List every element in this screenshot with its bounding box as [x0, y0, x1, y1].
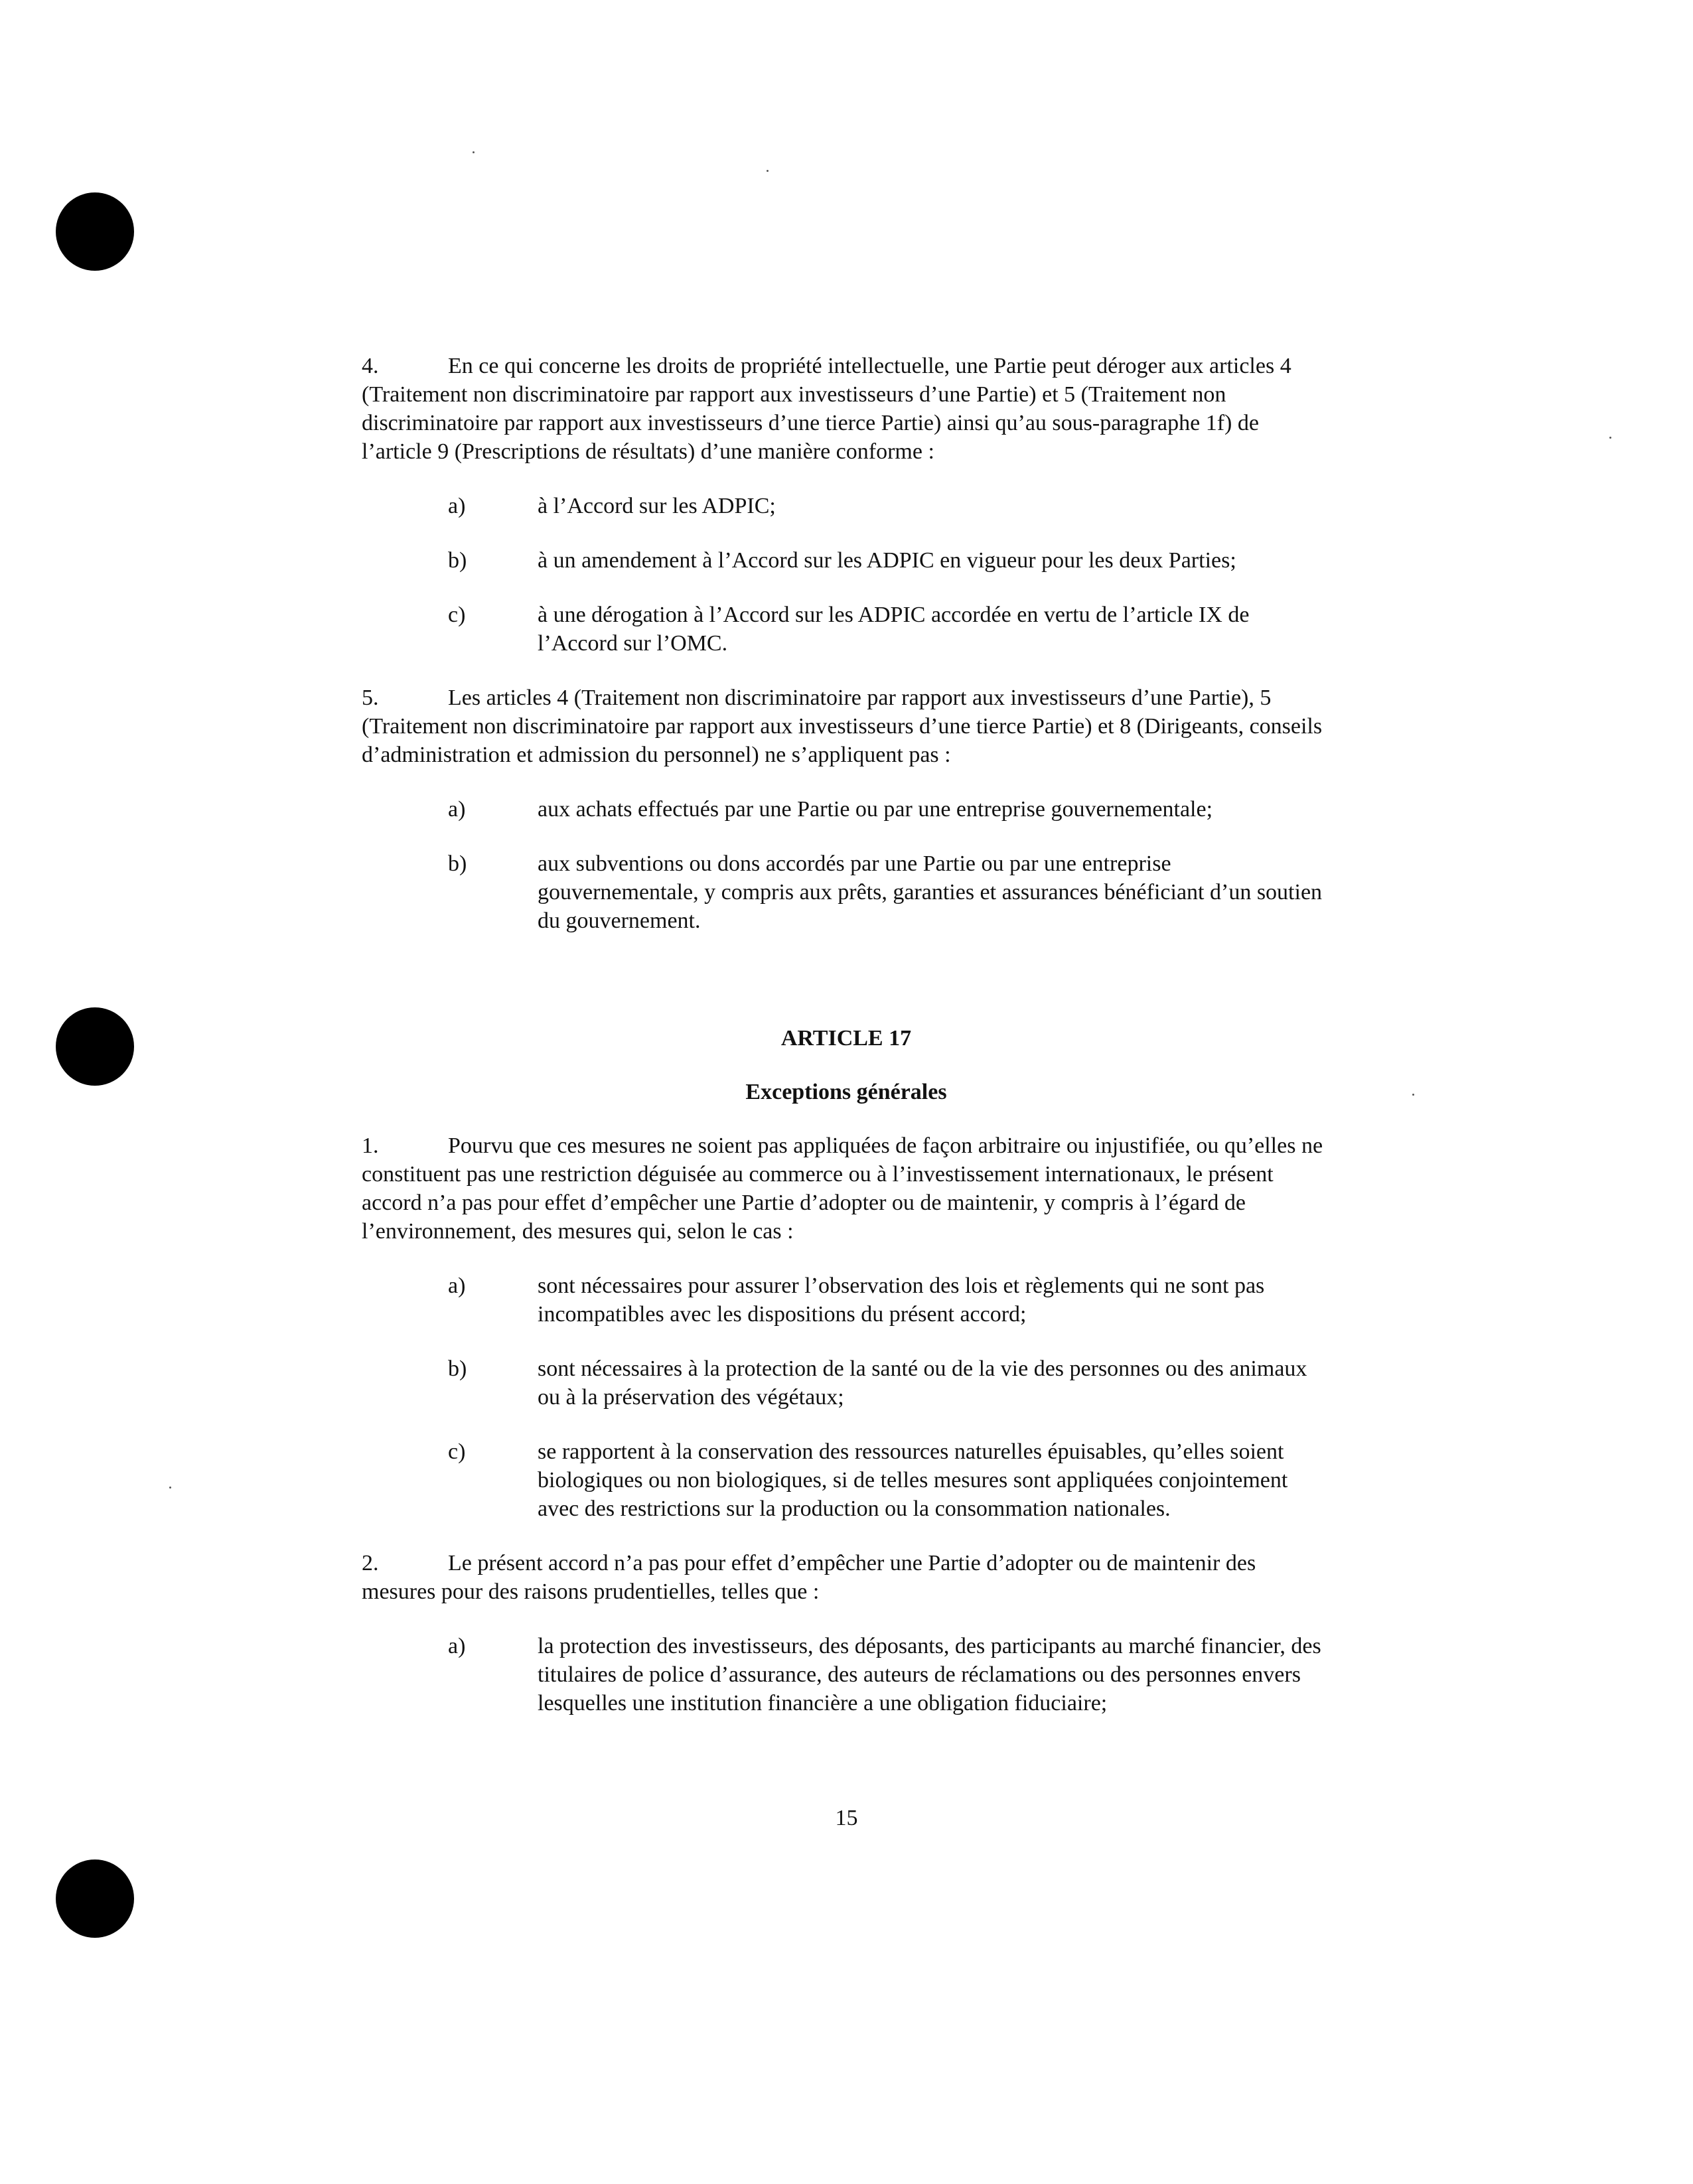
scan-speck	[473, 151, 475, 153]
paragraph-text: Pourvu que ces mesures ne soient pas appliquées de façon arbitraire ou injustifiée, ou qu’elles ne constituent pas une restriction déguisée au commerce ou à l’investissement internationaux, le présent accord n’a pas pour effet d’empêcher une Partie d’adopter ou de maintenir, y compris à l’égard de l’environnement, des mesures qui, selon le cas :	[362, 1133, 1323, 1244]
item-text: se rapportent à la conservation des ressources naturelles épuisables, qu’elles soient biologiques ou non biologiques, si de telles mesures sont appliquées conjointement avec des restrictions sur la production ou la consommation nationales.	[538, 1439, 1288, 1521]
page-number: 15	[835, 1806, 858, 1830]
item-letter: a)	[448, 1274, 466, 1298]
item-letter: b)	[448, 548, 467, 573]
item-letter: b)	[448, 851, 467, 876]
punch-hole-bottom	[56, 1859, 134, 1938]
list-item	[362, 546, 1331, 575]
scan-speck	[767, 170, 769, 172]
item-text: à un amendement à l’Accord sur les ADPIC en vigueur pour les deux Parties;	[538, 548, 1236, 573]
item-text: la protection des investisseurs, des déposants, des participants au marché financier, des titulaires de police d’assurance, des auteurs de réclamations ou des personnes envers lesquelles une institution financière a une obligation fiduciaire;	[538, 1634, 1321, 1715]
list-item	[362, 1632, 1331, 1717]
punch-hole-top	[56, 192, 134, 271]
item-letter: b)	[448, 1356, 467, 1381]
paragraph-4	[362, 352, 1331, 466]
paragraph-number: 2.	[362, 1551, 379, 1575]
item-letter: a)	[448, 797, 466, 822]
paragraph-number: 1.	[362, 1133, 379, 1158]
punch-hole-middle	[56, 1007, 134, 1086]
item-text: aux achats effectués par une Partie ou par une entreprise gouvernementale;	[538, 797, 1213, 822]
item-text: aux subventions ou dons accordés par une Partie ou par une entreprise gouvernementale, y compris aux prêts, garanties et assurances bénéficiant d’un soutien du gouvernement.	[538, 851, 1323, 933]
list-item	[362, 1437, 1331, 1523]
item-letter: a)	[448, 1634, 466, 1658]
article-heading: ARTICLE 17	[780, 1026, 912, 1051]
list-item	[362, 601, 1331, 658]
scan-speck	[1412, 1094, 1414, 1096]
article-paragraph-1	[362, 1131, 1331, 1246]
item-text: sont nécessaires pour assurer l’observation des lois et règlements qui ne sont pas incompatibles avec les dispositions du présent accord;	[538, 1274, 1265, 1327]
list-item	[362, 849, 1331, 935]
item-letter: c)	[448, 603, 466, 627]
paragraph-text: Le présent accord n’a pas pour effet d’empêcher une Partie d’adopter ou de maintenir des mesures pour des raisons prudentielles, telles que :	[362, 1551, 1256, 1604]
paragraph-number: 5.	[362, 686, 379, 710]
item-letter: c)	[448, 1439, 466, 1464]
list-item	[362, 795, 1331, 824]
scan-speck	[1609, 437, 1611, 439]
list-item	[362, 1272, 1331, 1329]
item-text: sont nécessaires à la protection de la santé ou de la vie des personnes ou des animaux ou à la préservation des végétaux;	[538, 1356, 1307, 1410]
document-body	[362, 352, 1331, 1743]
item-text: à l’Accord sur les ADPIC;	[538, 494, 776, 518]
list-item	[362, 492, 1331, 520]
list-item	[362, 1354, 1331, 1412]
paragraph-text: Les articles 4 (Traitement non discriminatoire par rapport aux investisseurs d’une Partie), 5 (Traitement non discriminatoire par rapport aux investisseurs d’une tierce Partie) et 8 (Dirigeants, conseils d’administration et admission du personnel) ne s’appliquent pas :	[362, 686, 1323, 767]
paragraph-number: 4.	[362, 354, 379, 378]
article-paragraph-2	[362, 1549, 1331, 1606]
scan-speck	[169, 1487, 171, 1489]
paragraph-5	[362, 684, 1331, 769]
article-subtitle: Exceptions générales	[745, 1080, 947, 1104]
item-letter: a)	[448, 494, 466, 518]
paragraph-text: En ce qui concerne les droits de propriété intellectuelle, une Partie peut déroger aux articles 4 (Traitement non discriminatoire par rapport aux investisseurs d’une Partie) et 5 (Traitement non discriminatoire par rapport aux investisseurs d’une tierce Partie) ainsi qu’au sous-paragraphe 1f) de l’article 9 (Prescriptions de résultats) d’une manière conforme :	[362, 354, 1291, 464]
item-text: à une dérogation à l’Accord sur les ADPIC accordée en vertu de l’article IX de l’Accord sur l’OMC.	[538, 603, 1250, 656]
